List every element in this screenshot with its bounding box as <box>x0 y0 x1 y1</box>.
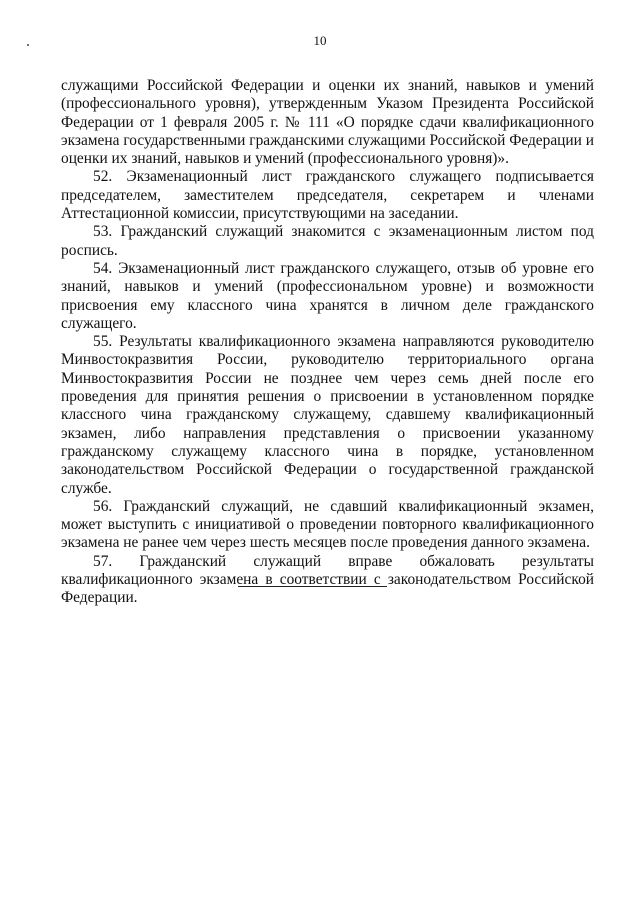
paragraph-55: 55. Результаты квалификационного экзамена направляются руководителю Минвостокразвития России, руководителю территориального органа Минвостокразвития России не позднее чем через семь дней после его проведения для принятия решения о присвоении в установленном порядке классного чина гражданскому служащему, сдавшему квалификационный экзамен, либо направления представления о присвоении указанному гражданскому служащему классного чина в порядке, установленном законодательством Российской Федерации о государственной гражданской службе. <box>61 333 594 497</box>
paragraph-54: 54. Экзаменационный лист гражданского служащего, отзыв об уровне его знаний, навыков и умений (профессиональном уровне) и возможности присвоения ему классного чина хранятся в личном деле гражданского служащего. <box>61 259 594 332</box>
paragraph-57: 57. Гражданский служащий вправе обжаловать результаты квалификационного экзамена в соответствии с законодательством Российской Федерации. <box>61 552 594 607</box>
paragraph-continuation: служащими Российской Федерации и оценки их знаний, навыков и умений (профессионального уровня), утвержденным Указом Президента Российской Федерации от 1 февраля 2005 г. № 111 «О порядке сдачи квалификационного экзамена государственными гражданскими служащими Российской Федерации и оценки их знаний, навыков и умений (профессионального уровня)». <box>61 77 594 168</box>
paragraph-52: 52. Экзаменационный лист гражданского служащего подписывается председателем, заместителем председателя, секретарем и членами Аттестационной комиссии, присутствующими на заседании. <box>61 168 594 223</box>
paragraph-53: 53. Гражданский служащий знакомится с экзаменационным листом под роспись. <box>61 223 594 259</box>
paragraph-56: 56. Гражданский служащий, не сдавший квалификационный экзамен, может выступить с инициативой о проведении повторного квалификационного экзамена не ранее чем через шесть месяцев после проведения данного экзамена. <box>61 497 594 552</box>
page-number: 10 <box>313 33 327 48</box>
document-body <box>61 77 594 608</box>
end-divider-line <box>238 586 387 587</box>
